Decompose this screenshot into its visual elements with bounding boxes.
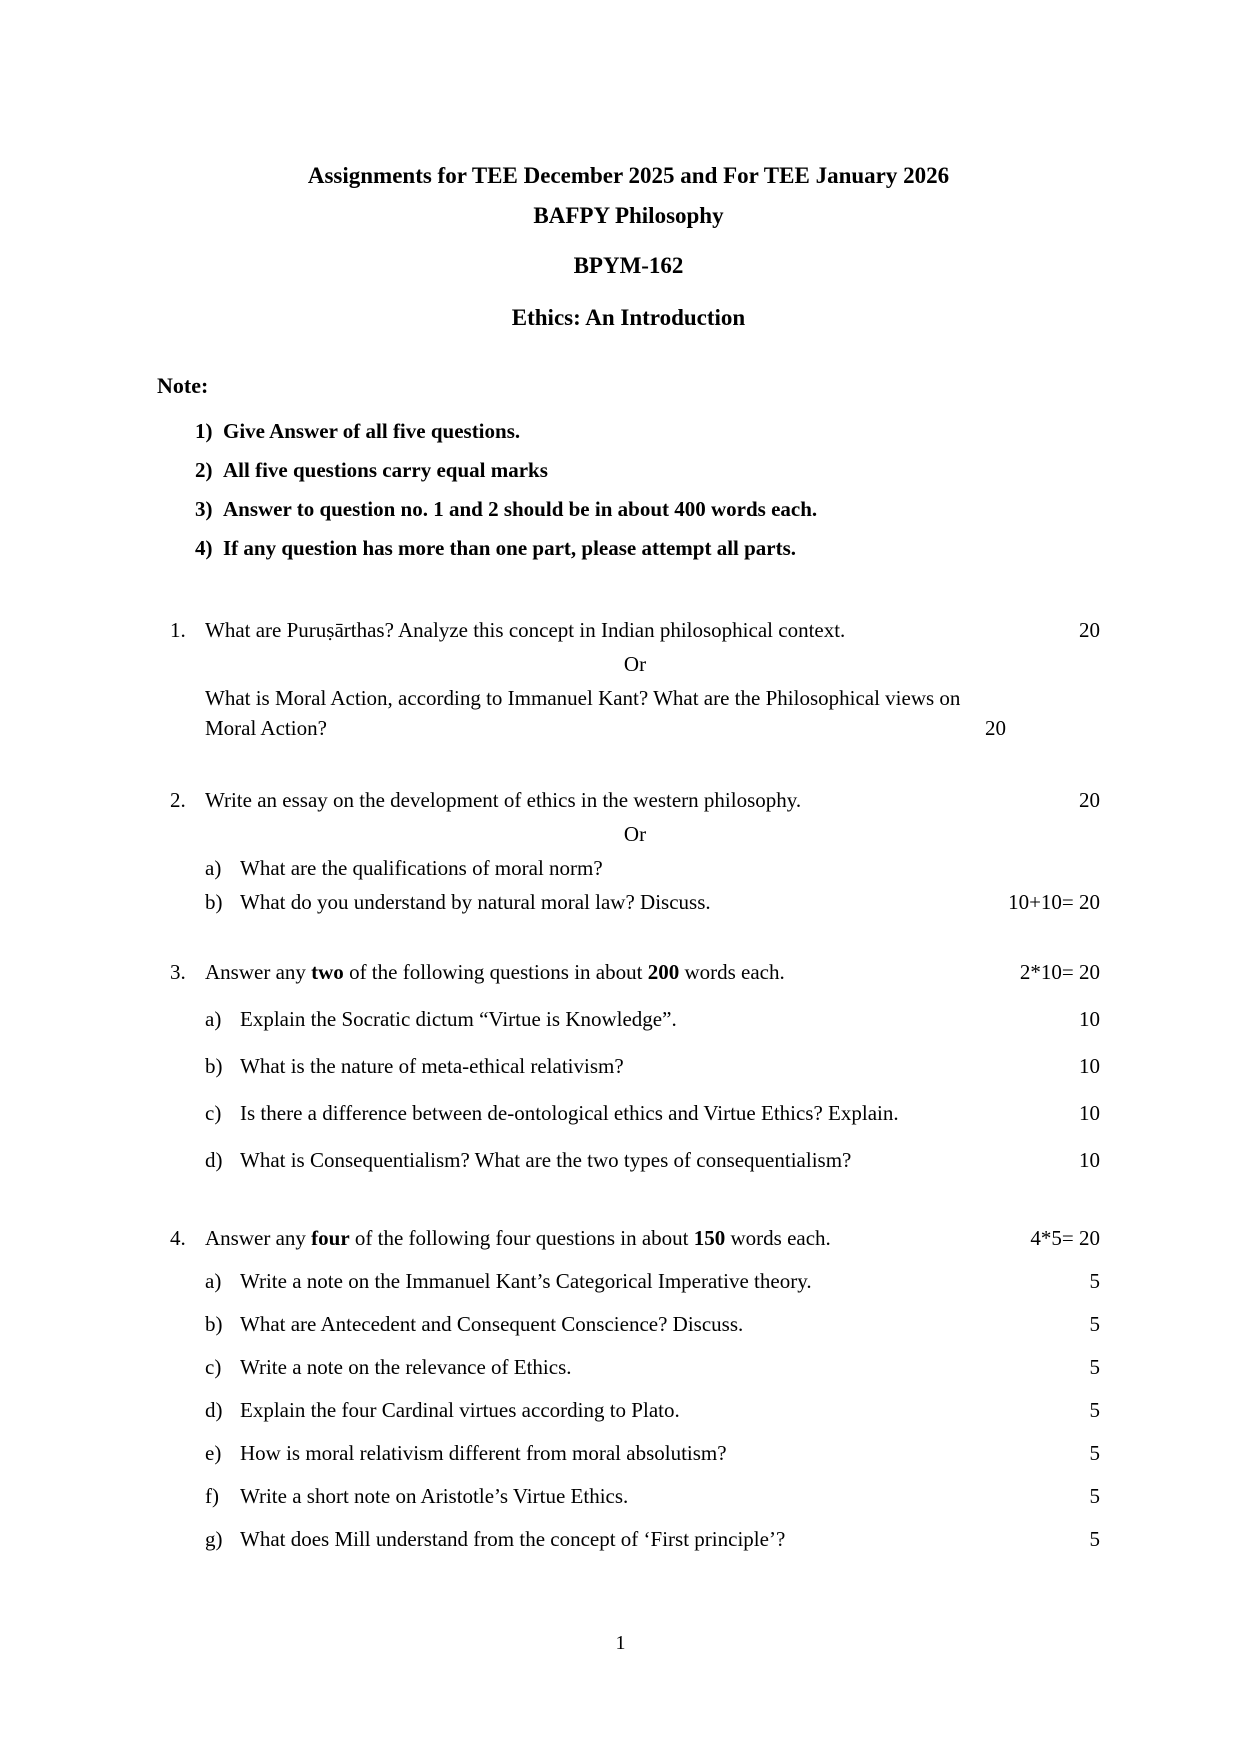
question-1	[170, 615, 1100, 743]
question-3	[170, 957, 1100, 1175]
sub-question-row	[205, 1395, 1100, 1425]
question-text-segment: What are the qualifications of moral norm?	[240, 856, 603, 880]
note-item-text: All five questions carry equal marks	[223, 458, 548, 482]
document-header	[157, 160, 1100, 334]
sub-question-row	[205, 853, 1100, 883]
marks-value: 5	[1089, 1355, 1100, 1379]
question-row	[170, 785, 1100, 815]
question-text-segment: of the following questions in about	[343, 960, 648, 984]
question-number: d)	[205, 1398, 223, 1422]
question-number: 2.	[170, 788, 186, 812]
question-text	[240, 1004, 1069, 1034]
note-item	[195, 455, 1100, 485]
marks-value: 20	[1079, 788, 1100, 812]
question-number: c)	[205, 1101, 222, 1125]
marks-value: 5	[1089, 1441, 1100, 1465]
question-text	[240, 1438, 1080, 1468]
sub-question-row	[205, 1481, 1100, 1511]
note-item-text: Give Answer of all five questions.	[223, 419, 521, 443]
question-text-segment: Explain the four Cardinal virtues according to Plato.	[240, 1398, 680, 1422]
programme-title: BAFPY Philosophy	[533, 203, 724, 228]
sub-question-row	[205, 1266, 1100, 1296]
question-text	[240, 1145, 1069, 1175]
question-text	[240, 1524, 1080, 1554]
note-item-number: 1)	[195, 419, 213, 443]
question-number: f)	[205, 1484, 219, 1508]
sub-question-row	[205, 1524, 1100, 1554]
marks-value: 10	[1079, 1007, 1100, 1031]
marks-value: 4*5= 20	[1030, 1226, 1100, 1250]
question-number: a)	[205, 1269, 222, 1293]
marks-value: 10+10= 20	[1008, 890, 1100, 914]
question-text-segment: What is Moral Action, according to Immanuel Kant? What are the Philosophical views on Moral Action?	[205, 686, 961, 740]
question-text	[205, 957, 1010, 987]
marks-value: 10	[1079, 1101, 1100, 1125]
note-item	[195, 416, 1100, 446]
question-text	[240, 887, 998, 917]
question-number: g)	[205, 1527, 223, 1551]
note-item-text: Answer to question no. 1 and 2 should be in about 400 words each.	[223, 497, 818, 521]
marks-value: 5	[1089, 1398, 1100, 1422]
question-number: 1.	[170, 618, 186, 642]
question-text	[205, 785, 1069, 815]
sub-question-row	[205, 1004, 1100, 1034]
question-number: e)	[205, 1441, 222, 1465]
question-number: 3.	[170, 960, 186, 984]
question-row	[170, 957, 1100, 987]
marks-value: 2*10= 20	[1019, 960, 1100, 984]
question-text-segment: What is the nature of meta-ethical relativism?	[240, 1054, 624, 1078]
marks-value: 10	[1079, 1148, 1100, 1172]
question-number: b)	[205, 1054, 223, 1078]
question-text-segment: words each.	[679, 960, 785, 984]
question-2	[170, 785, 1100, 917]
marks-value: 5	[1089, 1269, 1100, 1293]
marks-value: 20	[1079, 618, 1100, 642]
question-text-bold-segment: four	[311, 1226, 350, 1250]
page-number: 1	[615, 1632, 626, 1654]
question-text-segment: Answer any	[205, 1226, 312, 1250]
question-text	[205, 1223, 1020, 1253]
note-item-number: 2)	[195, 458, 213, 482]
marks-value: 10	[1079, 1054, 1100, 1078]
question-text-segment: What are Antecedent and Consequent Conscience? Discuss.	[240, 1312, 744, 1336]
question-number: a)	[205, 1007, 222, 1031]
question-text-segment: What does Mill understand from the concept of ‘First principle’?	[240, 1527, 786, 1551]
question-number: b)	[205, 890, 223, 914]
note-item-number: 3)	[195, 497, 213, 521]
question-text-segment: words each.	[725, 1226, 831, 1250]
question-text	[240, 1098, 1069, 1128]
question-text	[240, 1309, 1080, 1339]
question-text-segment: How is moral relativism different from moral absolutism?	[240, 1441, 727, 1465]
marks-value: 5	[1089, 1312, 1100, 1336]
question-number: b)	[205, 1312, 223, 1336]
sub-question-row	[205, 1145, 1100, 1175]
question-text-bold-segment: 200	[647, 960, 680, 984]
note-label: Note:	[157, 373, 209, 398]
questions-section	[170, 615, 1100, 1554]
question-row	[170, 683, 1100, 743]
question-text-segment: Write an essay on the development of ethics in the western philosophy.	[205, 788, 802, 812]
or-separator: Or	[623, 822, 647, 846]
marks-value: 20	[985, 716, 1006, 740]
question-4	[170, 1223, 1100, 1554]
note-list	[195, 416, 1100, 563]
marks-value: 5	[1089, 1527, 1100, 1551]
note-item-text: If any question has more than one part, please attempt all parts.	[223, 536, 797, 560]
marks-value	[1090, 853, 1100, 883]
note-item	[195, 533, 1100, 563]
question-number: d)	[205, 1148, 223, 1172]
question-row	[170, 615, 1100, 645]
question-number: c)	[205, 1355, 222, 1379]
question-text-segment: Is there a difference between de-ontological ethics and Virtue Ethics? Explain.	[240, 1101, 899, 1125]
sub-question-row	[205, 1438, 1100, 1468]
sub-question-row	[205, 1352, 1100, 1382]
question-text-segment: What do you understand by natural moral law? Discuss.	[240, 890, 711, 914]
question-text-segment: Write a short note on Aristotle’s Virtue Ethics.	[240, 1484, 629, 1508]
note-item	[195, 494, 1100, 524]
question-text-segment: What are Puruṣārthas? Analyze this concept in Indian philosophical context.	[205, 618, 846, 642]
assignment-title: Assignments for TEE December 2025 and For TEE January 2026	[307, 163, 950, 188]
course-title: Ethics: An Introduction	[511, 305, 746, 330]
question-text-bold-segment: two	[311, 960, 344, 984]
question-number: 4.	[170, 1226, 186, 1250]
question-text	[205, 615, 1069, 645]
sub-question-row	[205, 1051, 1100, 1081]
question-text	[205, 683, 975, 743]
question-row	[170, 1223, 1100, 1253]
question-text	[240, 1051, 1069, 1081]
question-number: a)	[205, 856, 222, 880]
question-text	[240, 1395, 1080, 1425]
question-text-segment: Write a note on the Immanuel Kant’s Categorical Imperative theory.	[240, 1269, 812, 1293]
sub-question-row	[205, 1309, 1100, 1339]
question-text-bold-segment: 150	[693, 1226, 726, 1250]
sub-question-row	[205, 887, 1100, 917]
course-code: BPYM-162	[573, 253, 684, 278]
question-text-segment: What is Consequentialism? What are the two types of consequentialism?	[240, 1148, 852, 1172]
question-text-segment: of the following four questions in about	[349, 1226, 694, 1250]
note-item-number: 4)	[195, 536, 213, 560]
question-text	[240, 1481, 1080, 1511]
question-text-segment: Write a note on the relevance of Ethics.	[240, 1355, 572, 1379]
or-separator: Or	[623, 652, 647, 676]
question-text	[240, 1352, 1080, 1382]
sub-question-row	[205, 1098, 1100, 1128]
question-text	[240, 853, 1090, 883]
question-text-segment: Explain the Socratic dictum “Virtue is Knowledge”.	[240, 1007, 677, 1031]
question-text-segment: Answer any	[205, 960, 312, 984]
question-text	[240, 1266, 1080, 1296]
marks-value: 5	[1089, 1484, 1100, 1508]
